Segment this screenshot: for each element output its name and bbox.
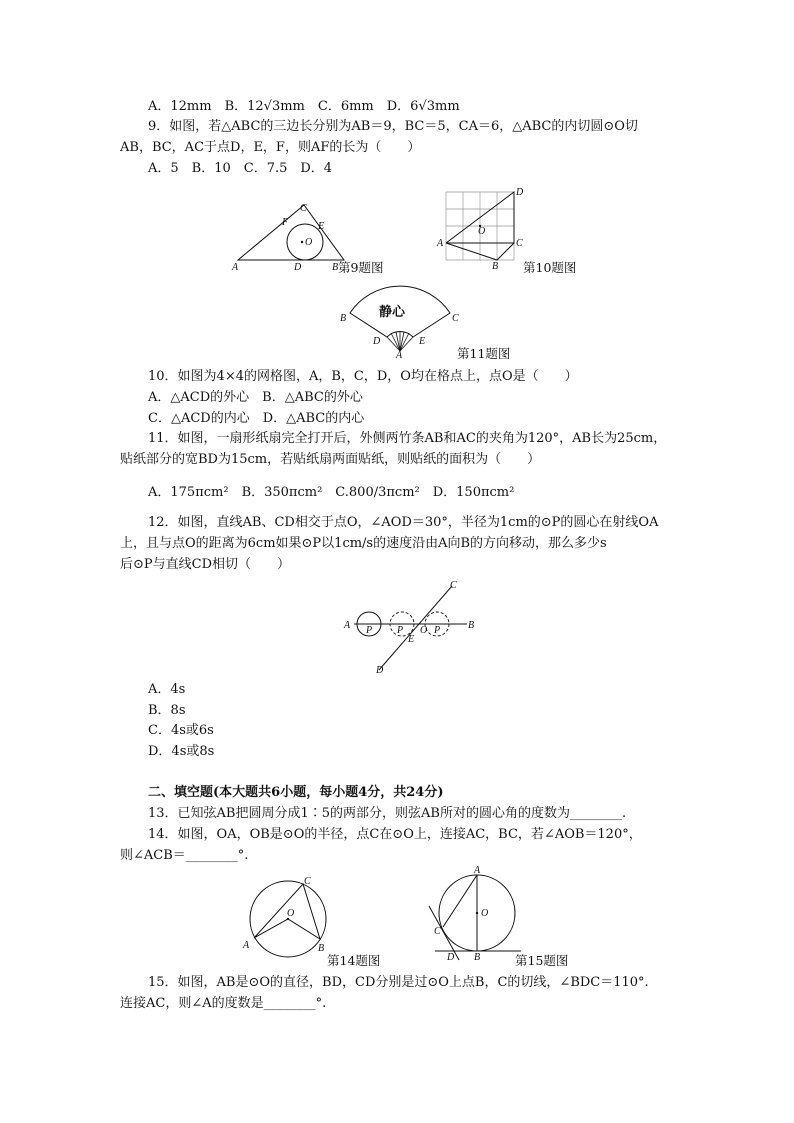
svg-text:C: C bbox=[434, 926, 441, 937]
svg-text:B: B bbox=[340, 313, 347, 324]
svg-text:B: B bbox=[468, 620, 475, 631]
svg-text:D: D bbox=[516, 187, 524, 198]
svg-text:D: D bbox=[373, 336, 381, 347]
q12-option-a: A．4s bbox=[148, 682, 186, 697]
q8-options: A．12mm B．12√3mm C．6mm D．6√3mm bbox=[148, 99, 460, 114]
q11-stem-1: 11．如图，一扇形纸扇完全打开后，外侧两竹条AB和AC的夹角为120°，AB长为25cm， bbox=[148, 431, 667, 446]
svg-text:P: P bbox=[434, 625, 441, 636]
svg-text:C: C bbox=[452, 313, 459, 324]
svg-text:B: B bbox=[318, 943, 325, 954]
svg-text:F: F bbox=[282, 217, 289, 228]
q12-stem-2: 上，且与点O的距离为6cm如果⊙P以1cm/s的速度沿由A向B的方向移动，那么多少s bbox=[120, 536, 607, 551]
svg-text:P: P bbox=[397, 625, 404, 636]
section-2-heading: 二、填空题(本大题共6小题，每小题4分，共24分) bbox=[148, 785, 444, 800]
q12-stem-1: 12．如图，直线AB、CD相交于点O，∠AOD＝30°，半径为1cm的⊙P的圆心在射线OA bbox=[148, 515, 659, 530]
fan-text: 静心 bbox=[379, 304, 406, 319]
fig14-caption: 第14题图 bbox=[327, 953, 381, 968]
svg-text:A: A bbox=[474, 865, 481, 876]
figure-10 bbox=[437, 187, 530, 272]
svg-text:C: C bbox=[450, 580, 457, 591]
q14-stem-2: 则∠ACB＝________°. bbox=[120, 848, 249, 863]
svg-text:A: A bbox=[232, 262, 239, 273]
q9-stem-1: 9．如图，若△ABC的三边长分别为AB＝9，BC＝5，CA＝6，△ABC的内切圆⊙O切 bbox=[148, 119, 638, 134]
svg-text:D: D bbox=[376, 665, 384, 676]
q13-stem: 13．已知弦AB把圆周分成1∶5的两部分，则弦AB所对的圆心角的度数为________. bbox=[148, 806, 627, 821]
q15-stem-1: 15．如图，AB是⊙O的直径，BD，CD分别是过⊙O上点B，C的切线，∠BDC＝110°. bbox=[148, 975, 649, 990]
figure-11 bbox=[335, 285, 465, 360]
svg-text:O: O bbox=[420, 625, 428, 636]
svg-text:D: D bbox=[447, 952, 455, 963]
svg-text:C: C bbox=[300, 203, 307, 214]
q11-options: A．175πcm² B．350πcm² C.800/3πcm² D．150πcm² bbox=[148, 485, 515, 500]
q12-option-d: D．4s或8s bbox=[148, 744, 215, 759]
svg-text:E: E bbox=[419, 336, 426, 347]
figure-15 bbox=[425, 862, 525, 962]
figure-14 bbox=[240, 878, 340, 958]
svg-text:B: B bbox=[332, 262, 339, 273]
q11-stem-2: 贴纸部分的宽BD为15cm，若贴纸扇两面贴纸，则贴纸的面积为（ ） bbox=[120, 452, 541, 467]
q9-options: A．5 B．10 C．7.5 D．4 bbox=[148, 161, 333, 176]
q9-stem-2: AB，BC，AC于点D，E，F，则AF的长为（ ） bbox=[120, 140, 421, 155]
q14-stem-1: 14．如图，OA，OB是⊙O的半径，点C在⊙O上，连接AC，BC，若∠AOB＝120°， bbox=[148, 827, 642, 842]
q10-options-2: C．△ACD的内心 D．△ABC的内心 bbox=[148, 411, 365, 426]
svg-text:B: B bbox=[492, 261, 499, 272]
svg-text:A: A bbox=[437, 238, 444, 249]
q10-stem: 10．如图为4×4的网格图，A，B，C，D，O均在格点上，点O是（ ） bbox=[148, 369, 578, 384]
svg-text:O: O bbox=[481, 908, 489, 919]
svg-text:E: E bbox=[408, 634, 415, 645]
q12-stem-3: 后⊙P与直线CD相切（ ） bbox=[120, 557, 291, 572]
svg-text:E: E bbox=[318, 221, 325, 232]
fig11-caption: 第11题图 bbox=[457, 346, 511, 361]
svg-text:A: A bbox=[344, 620, 351, 631]
fig10-caption: 第10题图 bbox=[523, 260, 577, 275]
svg-text:C: C bbox=[516, 238, 523, 249]
svg-text:P: P bbox=[366, 625, 373, 636]
figure-12 bbox=[342, 578, 482, 678]
q10-options-1: A．△ACD的外心 B．△ABC的外心 bbox=[148, 390, 363, 405]
q12-option-b: B．8s bbox=[148, 703, 186, 718]
svg-text:B: B bbox=[474, 952, 481, 963]
svg-text:C: C bbox=[304, 876, 311, 887]
q12-option-c: C．4s或6s bbox=[148, 723, 214, 738]
svg-text:D: D bbox=[294, 262, 302, 273]
svg-text:O: O bbox=[287, 908, 295, 919]
q15-stem-2: 连接AC，则∠A的度数是________°. bbox=[120, 996, 327, 1011]
svg-text:O: O bbox=[478, 226, 486, 237]
svg-text:O: O bbox=[305, 237, 313, 248]
fig9-caption: 第9题图 bbox=[338, 260, 384, 275]
fig15-caption: 第15题图 bbox=[515, 953, 569, 968]
svg-text:A: A bbox=[396, 350, 403, 361]
svg-text:A: A bbox=[243, 940, 250, 951]
